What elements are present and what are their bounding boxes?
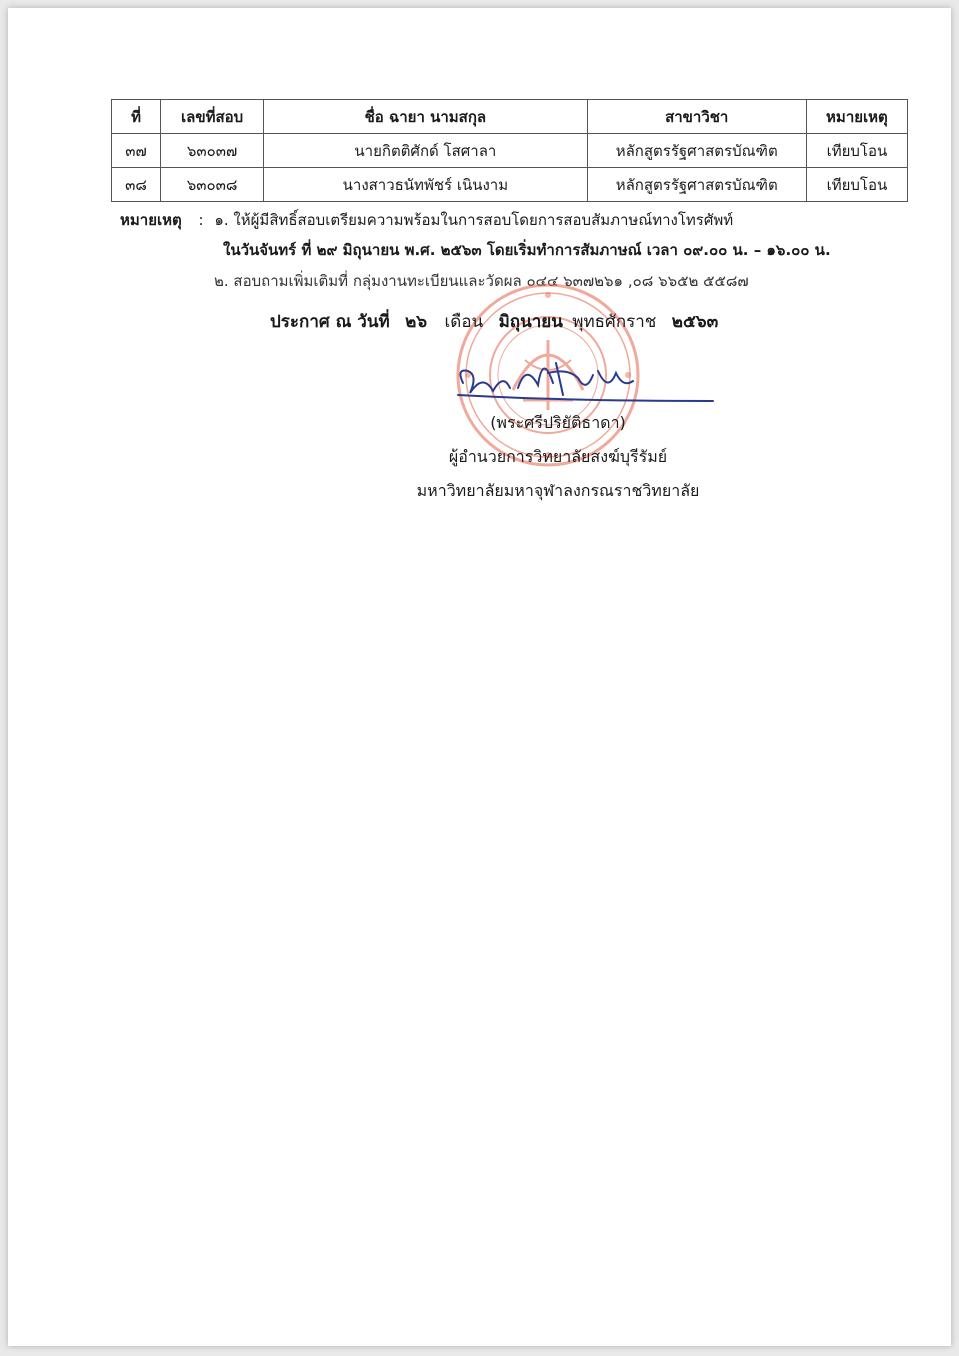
header-major: สาขาวิชา: [587, 100, 806, 134]
remark-line-1: [120, 208, 733, 232]
signatory-name: (พระศรีปริยัติธาดา): [490, 413, 626, 432]
signatory-organization: มหาวิทยาลัยมหาจุฬาลงกรณราชวิทยาลัย: [416, 481, 700, 500]
remark-item-1: ๑. ให้ผู้มีสิทธิ์สอบเตรียมความพร้อมในการสอบโดยการสอบสัมภาษณ์ทางโทรศัพท์: [214, 211, 734, 229]
results-table: [111, 99, 908, 202]
cell-major: หลักสูตรรัฐศาสตรบัณฑิต: [587, 134, 806, 168]
announce-era: พุทธศักราช: [572, 312, 657, 332]
signature-icon: [448, 343, 718, 413]
remark-colon: :: [198, 211, 204, 229]
signatory-block: [388, 406, 728, 508]
announce-prefix: ประกาศ ณ วันที่: [270, 312, 390, 332]
cell-note: เทียบโอน: [806, 134, 907, 168]
table-header-row: [112, 100, 908, 134]
announce-day: ๒๖: [405, 312, 428, 332]
announcement-line: [270, 308, 718, 335]
cell-name: นายกิตติศักด์ โสศาลา: [264, 134, 587, 168]
cell-no: ๓๘: [112, 168, 161, 202]
cell-note: เทียบโอน: [806, 168, 907, 202]
header-exam-number: เลขที่สอบ: [161, 100, 264, 134]
cell-major: หลักสูตรรัฐศาสตรบัณฑิต: [587, 168, 806, 202]
cell-name: นางสาวธนัทพัชร์ เนินงาม: [264, 168, 587, 202]
document-page: [8, 8, 951, 1346]
announce-month-label: เดือน: [444, 312, 484, 332]
cell-exam-number: ๖๓๐๓๘: [161, 168, 264, 202]
remark-label: หมายเหตุ: [120, 211, 182, 229]
header-note: หมายเหตุ: [806, 100, 907, 134]
announce-year: ๒๕๖๓: [671, 312, 719, 332]
table-row: [112, 168, 908, 202]
header-no: ที่: [112, 100, 161, 134]
remark-item-1-detail: ในวันจันทร์ ที่ ๒๙ มิถุนายน พ.ศ. ๒๕๖๓ โดยเริ่มทำการสัมภาษณ์ เวลา ๐๙.๐๐ น. – ๑๖.๐๐ น.: [223, 241, 831, 259]
signatory-position: ผู้อำนวยการวิทยาลัยสงฆ์บุรีรัมย์: [448, 447, 668, 466]
header-name: ชื่อ ฉายา นามสกุล: [264, 100, 587, 134]
table-row: [112, 134, 908, 168]
announce-month: มิถุนายน: [498, 312, 563, 332]
cell-no: ๓๗: [112, 134, 161, 168]
cell-exam-number: ๖๓๐๓๗: [161, 134, 264, 168]
remark-item-2: ๒. สอบถามเพิ่มเติมที่ กลุ่มงานทะเบียนและวัดผล ๐๔๔ ๖๓๗๒๖๑ ,๐๘ ๖๖๕๒ ๕๕๘๗: [214, 272, 749, 290]
